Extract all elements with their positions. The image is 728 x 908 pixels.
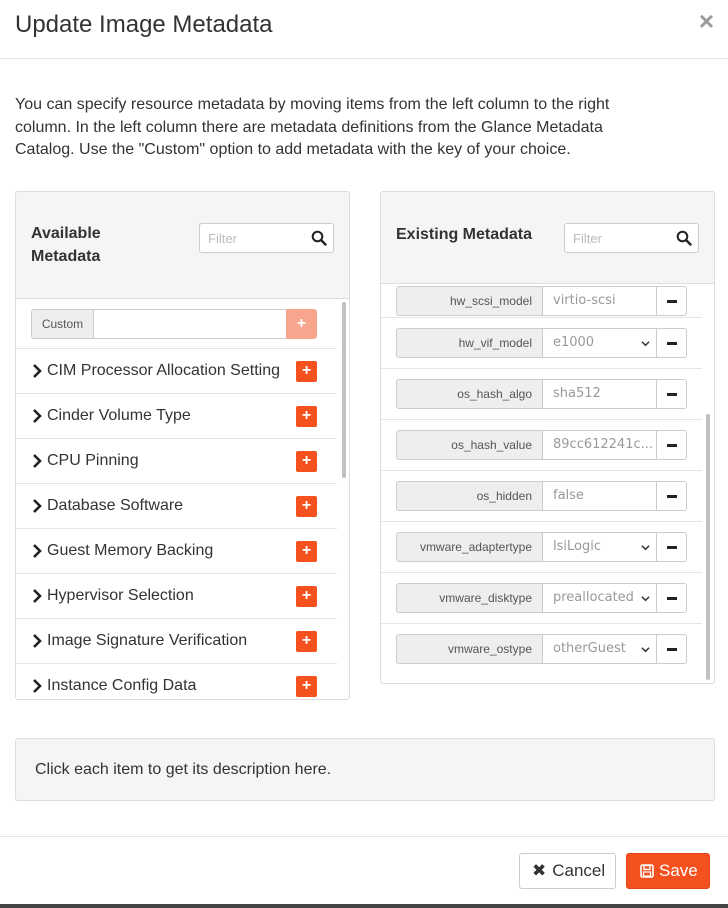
list-item[interactable] [16, 439, 337, 484]
caret-down-icon [641, 594, 650, 603]
cancel-button[interactable] [519, 853, 616, 889]
metadata-row [381, 369, 702, 420]
metadata-key: os_hidden [396, 481, 543, 511]
list-item[interactable] [16, 349, 337, 394]
caret-down-icon [641, 543, 650, 552]
modal-header [0, 0, 728, 59]
available-metadata-title: Available Metadata [31, 225, 101, 265]
add-button[interactable]: + [296, 586, 317, 607]
metadata-row [381, 573, 702, 624]
select-value: preallocated [553, 590, 634, 605]
custom-add-button[interactable]: + [286, 309, 317, 339]
search-icon[interactable] [676, 230, 692, 246]
add-button[interactable]: + [296, 406, 317, 427]
footer-bar [0, 904, 728, 908]
metadata-row [381, 522, 702, 573]
add-button[interactable]: + [296, 676, 317, 697]
modal-footer [0, 836, 728, 908]
metadata-row [381, 420, 702, 471]
metadata-value-select[interactable] [542, 634, 657, 664]
list-item-label: Database Software [47, 497, 184, 514]
chevron-right-icon [32, 453, 42, 469]
add-button[interactable]: + [296, 541, 317, 562]
list-item-label: Image Signature Verification [47, 632, 248, 649]
list-item-label: CPU Pinning [47, 452, 139, 469]
intro-text: You can specify resource metadata by moving items from the left column to the right column. In the left column there are metadata definitions from the Glance Metadata Catalog. Use the "Custom" option to add metadata with the key of your choice. [15, 96, 610, 158]
existing-filter-input[interactable] [565, 224, 670, 252]
remove-button[interactable] [656, 481, 687, 511]
minus-icon [667, 393, 677, 396]
list-item[interactable] [16, 529, 337, 574]
add-button[interactable]: + [296, 451, 317, 472]
metadata-row [381, 624, 702, 675]
remove-button[interactable] [656, 583, 687, 613]
remove-button[interactable] [656, 379, 687, 409]
close-icon[interactable]: × [698, 6, 714, 36]
search-icon[interactable] [311, 230, 327, 246]
remove-button[interactable] [656, 286, 687, 316]
list-item-label: Cinder Volume Type [47, 407, 191, 424]
chevron-right-icon [32, 498, 42, 514]
select-value: e1000 [553, 335, 595, 350]
list-item[interactable] [16, 574, 337, 619]
available-panel-header [16, 192, 349, 299]
minus-icon [667, 444, 677, 447]
caret-down-icon [641, 645, 650, 654]
list-item-label: Guest Memory Backing [47, 542, 214, 559]
available-scrollbar[interactable] [342, 302, 346, 478]
save-button[interactable] [626, 853, 710, 889]
chevron-right-icon [32, 588, 42, 604]
add-button[interactable]: + [296, 361, 317, 382]
chevron-right-icon [32, 543, 42, 559]
metadata-row [381, 471, 702, 522]
select-value: otherGuest [553, 641, 626, 656]
existing-filter-box [564, 223, 699, 253]
available-metadata-panel [15, 191, 350, 700]
list-item-label: CIM Processor Allocation Setting [47, 362, 280, 379]
metadata-value-select[interactable] [542, 583, 657, 613]
remove-button[interactable] [656, 532, 687, 562]
metadata-key: os_hash_algo [396, 379, 543, 409]
remove-button[interactable] [656, 328, 687, 358]
custom-metadata-row [16, 299, 337, 349]
metadata-key: hw_scsi_model [396, 286, 543, 316]
existing-scrollbar[interactable] [706, 414, 710, 680]
caret-down-icon [641, 339, 650, 348]
available-filter-input[interactable] [200, 224, 305, 252]
chevron-right-icon [32, 633, 42, 649]
list-item[interactable] [16, 394, 337, 439]
remove-button[interactable] [656, 634, 687, 664]
minus-icon [667, 342, 677, 345]
existing-metadata-panel [380, 191, 715, 684]
select-value: lsiLogic [553, 539, 601, 554]
modal-title: Update Image Metadata [15, 11, 273, 38]
remove-button[interactable] [656, 430, 687, 460]
minus-icon [667, 648, 677, 651]
floppy-icon [640, 864, 654, 878]
metadata-value-input[interactable]: 89cc612241c... [542, 430, 657, 460]
cancel-label: Cancel [552, 861, 606, 880]
list-item-label: Hypervisor Selection [47, 587, 194, 604]
metadata-key: vmware_disktype [396, 583, 543, 613]
metadata-row [381, 284, 702, 318]
available-filter-box [199, 223, 334, 253]
metadata-value-select[interactable] [542, 328, 657, 358]
existing-metadata-title: Existing Metadata [396, 226, 533, 243]
save-label: Save [659, 861, 698, 880]
description-box: Click each item to get its description here. [15, 738, 715, 801]
chevron-right-icon [32, 408, 42, 424]
times-icon: ✖ [532, 861, 547, 880]
existing-list [381, 284, 702, 675]
custom-label: Custom [31, 309, 94, 339]
metadata-key: hw_vif_model [396, 328, 543, 358]
minus-icon [667, 597, 677, 600]
list-item[interactable] [16, 484, 337, 529]
metadata-value-input[interactable]: false [542, 481, 657, 511]
metadata-value-input[interactable]: virtio-scsi [542, 286, 657, 316]
metadata-key: os_hash_value [396, 430, 543, 460]
metadata-value-select[interactable] [542, 532, 657, 562]
existing-panel-header [381, 192, 714, 284]
chevron-right-icon [32, 363, 42, 379]
available-list [16, 349, 337, 700]
metadata-key: vmware_adaptertype [396, 532, 543, 562]
minus-icon [667, 495, 677, 498]
minus-icon [667, 546, 677, 549]
add-button[interactable]: + [296, 631, 317, 652]
metadata-key: vmware_ostype [396, 634, 543, 664]
list-item[interactable] [16, 664, 337, 700]
chevron-right-icon [32, 678, 42, 694]
list-item[interactable] [16, 619, 337, 664]
metadata-value-input[interactable]: sha512 [542, 379, 657, 409]
list-item-label: Instance Config Data [47, 677, 197, 694]
minus-icon [667, 300, 677, 303]
add-button[interactable]: + [296, 496, 317, 517]
custom-key-input[interactable] [93, 309, 287, 339]
metadata-row [381, 318, 702, 369]
